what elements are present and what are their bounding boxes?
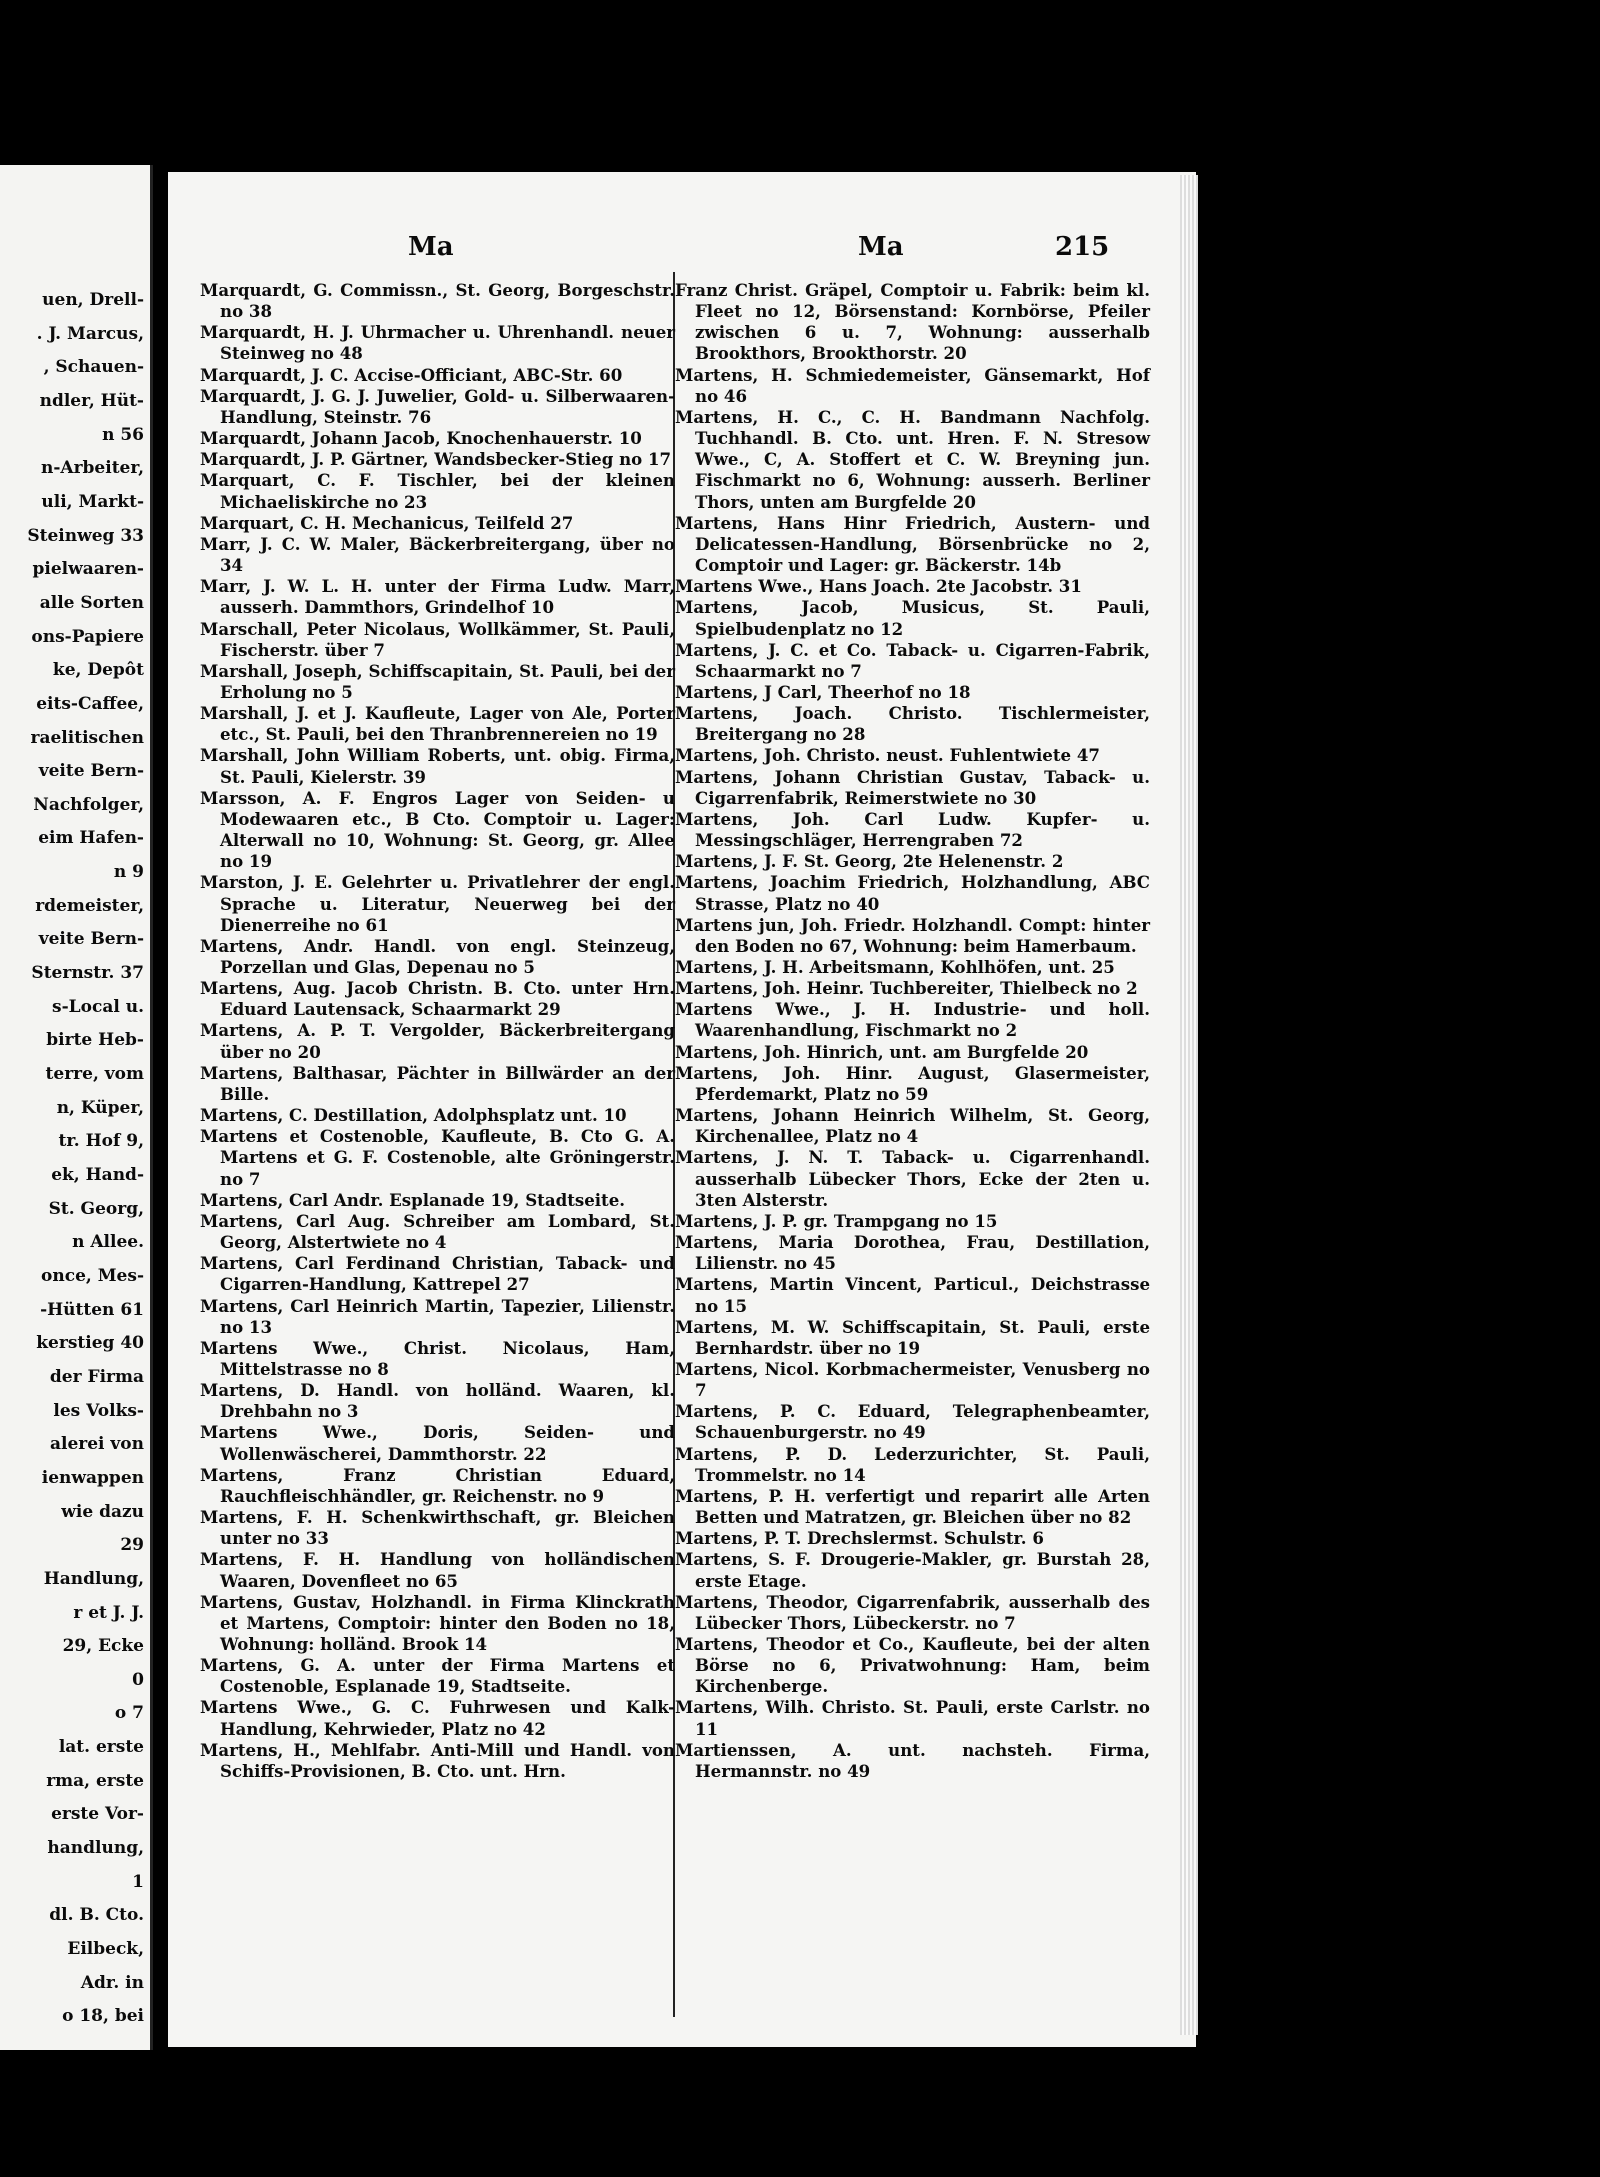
left-page-fragment-line: n-Arbeiter, [40, 458, 144, 479]
directory-entry: Martens, Joh. Heinr. Tuchbereiter, Thielbeck no 2 [675, 978, 1138, 999]
left-column [200, 280, 675, 1782]
directory-entry: Martens Wwe., G. C. Fuhrwesen und Kalk-Handlung, Kehrwieder, Platz no 42 [200, 1697, 675, 1739]
directory-entry: Martens, P. D. Lederzurichter, St. Pauli, Trommelstr. no 14 [675, 1443, 1150, 1485]
directory-entry: Marquardt, Johann Jacob, Knochenhauerstr. 10 [200, 428, 642, 449]
directory-entry: Martens, J. P. gr. Trampgang no 15 [675, 1210, 998, 1231]
directory-entry: Marquardt, J. P. Gärtner, Wandsbecker-Stieg no 17 [200, 449, 672, 470]
directory-entry: Franz Christ. Gräpel, Comptoir u. Fabrik: beim kl. Fleet no 12, Börsenstand: Kornbörse, Pfeiler zwischen 6 u. 7, Wohnung: ausserhalb Brookthors, Brookthorstr. 20 [675, 280, 1150, 364]
directory-entry: Marr, J. C. W. Maler, Bäckerbreitergang, über no 34 [200, 533, 675, 576]
left-page-fragment-line: once, Mes- [41, 1265, 144, 1286]
directory-entry: Martens, Joh. Carl Ludw. Kupfer- u. Messingschläger, Herrengraben 72 [675, 808, 1150, 851]
left-page-fragment-line: Handlung, [43, 1568, 144, 1589]
left-page-fragment-line: o 7 [114, 1703, 144, 1724]
directory-entry: Marquart, C. F. Tischler, bei der kleinen Michaeliskirche no 23 [200, 470, 675, 512]
left-page-fragment-line: n Allee. [72, 1232, 144, 1253]
left-page-fragment-line: erste Vor- [51, 1804, 144, 1825]
left-page-fragment-line: wie dazu [61, 1501, 144, 1522]
left-page-fragment-line: der Firma [49, 1366, 144, 1387]
directory-entry: Martens, G. A. unter der Firma Martens et Costenoble, Esplanade 19, Stadtseite. [200, 1655, 675, 1697]
left-page-fragment-line: uen, Drell- [42, 290, 144, 310]
directory-entry: Martens, Joh. Hinr. August, Glasermeister, Pferdemarkt, Platz no 59 [675, 1062, 1150, 1104]
directory-entry: Marshall, J. et J. Kaufleute, Lager von Ale, Porter etc., St. Pauli, bei den Thranbrennereien no 19 [200, 703, 675, 745]
directory-entry: Martens, F. H. Schenkwirthschaft, gr. Bleichen unter no 33 [200, 1507, 675, 1549]
directory-entry: Martens, Gustav, Holzhandl. in Firma Klinckrath et Martens, Comptoir: hinter den Boden no 18, Wohnung: holländ. Brook 14 [200, 1591, 675, 1654]
left-page-fragment-line: birte Heb- [46, 1030, 144, 1051]
directory-entry: Martens, Theodor, Cigarrenfabrik, ausserhalb des Lübecker Thors, Lübeckerstr. no 7 [675, 1591, 1150, 1633]
left-page-fragment-line: lat. erste [58, 1737, 144, 1758]
left-page-fragment-line: ke, Depôt [52, 660, 144, 681]
left-page-fragment-line: pielwaaren- [32, 559, 144, 580]
directory-entry: Martens, D. Handl. von holländ. Waaren, kl. Drehbahn no 3 [200, 1380, 675, 1422]
directory-entry: Martens, Balthasar, Pächter in Billwärder an der Bille. [200, 1062, 675, 1104]
left-page-fragment-line: 29 [120, 1535, 144, 1556]
left-page-fragment-line: rdemeister, [35, 895, 144, 916]
directory-entry: Martens, C. Destillation, Adolphsplatz unt. 10 [200, 1105, 627, 1126]
left-page-fragment-line: Sternstr. 37 [31, 963, 144, 984]
directory-entry: Marston, J. E. Gelehrter u. Privatlehrer der engl. Sprache u. Literatur, Neuerweg bei der Dienerreihe no 61 [200, 872, 675, 935]
directory-entry: Martens et Costenoble, Kaufleute, B. Cto G. A. Martens et G. F. Costenoble, alte Gröningerstr. no 7 [200, 1126, 675, 1189]
left-page-fragment-line: Eilbeck, [67, 1939, 144, 1960]
left-page-fragment-line: 0 [132, 1669, 144, 1690]
directory-entry: Marschall, Peter Nicolaus, Wollkämmer, St. Pauli, Fischerstr. über 7 [200, 618, 675, 660]
directory-entry: Martens Wwe., Doris, Seiden- und Wollenwäscherei, Dammthorstr. 22 [200, 1422, 675, 1464]
directory-entry: Martens, S. F. Drougerie-Makler, gr. Burstah 28, erste Etage. [675, 1549, 1150, 1591]
left-page-fragment-line: ons-Papiere [31, 626, 144, 647]
left-page-fragment-line: handlung, [47, 1838, 144, 1859]
left-page-fragment-line: alle Sorten [39, 592, 144, 613]
directory-entry: Marr, J. W. L. H. unter der Firma Ludw. Marr, ausserh. Dammthors, Grindelhof 10 [200, 576, 675, 618]
left-page-fragment [0, 165, 153, 2050]
directory-entry: Martienssen, A. unt. nachsteh. Firma, Hermannstr. no 49 [675, 1739, 1150, 1781]
directory-entry: Martens, P. T. Drechslermst. Schulstr. 6 [675, 1528, 1044, 1549]
directory-entry: Martens Wwe., Christ. Nicolaus, Ham, Mittelstrasse no 8 [200, 1337, 675, 1379]
directory-entry: Martens, A. P. T. Vergolder, Bäckerbreitergang über no 20 [200, 1020, 675, 1062]
left-page-fragment-line: ndler, Hüt- [39, 390, 144, 411]
directory-entry: Martens, Martin Vincent, Particul., Deichstrasse no 15 [675, 1274, 1150, 1316]
page-number: 215 [1055, 232, 1110, 262]
left-page-fragment-line: 1 [132, 1871, 144, 1892]
running-head-left: Ma [408, 232, 454, 262]
directory-entry: Marshall, John William Roberts, unt. obig. Firma, St. Pauli, Kielerstr. 39 [200, 745, 675, 787]
directory-entry: Martens, Joachim Friedrich, Holzhandlung, ABC Strasse, Platz no 40 [675, 872, 1150, 914]
directory-entry: Martens, J. H. Arbeitsmann, Kohlhöfen, unt. 25 [675, 957, 1115, 977]
left-page-fragment-line: ienwappen [41, 1467, 144, 1488]
directory-entry: Marquardt, J. G. J. Juwelier, Gold- u. Silberwaaren-Handlung, Steinstr. 76 [200, 385, 675, 427]
directory-entry: Martens, J. C. et Co. Taback- u. Cigarren-Fabrik, Schaarmarkt no 7 [675, 639, 1150, 681]
directory-entry: Martens, Wilh. Christo. St. Pauli, erste Carlstr. no 11 [675, 1697, 1150, 1739]
directory-entry: Marquardt, J. C. Accise-Officiant, ABC-Str. 60 [200, 364, 623, 385]
directory-entry: Martens, J. F. St. Georg, 2te Helenenstr. 2 [675, 851, 1064, 872]
directory-entry: Martens, Joh. Hinrich, unt. am Burgfelde 20 [675, 1041, 1089, 1062]
left-page-fragment-line: dl. B. Cto. [49, 1905, 144, 1926]
directory-entry: Martens, Carl Ferdinand Christian, Taback- und Cigarren-Handlung, Kattrepel 27 [200, 1253, 675, 1295]
left-page-fragment-line: n, Küper, [56, 1097, 144, 1118]
directory-entry: Martens, Joh. Christo. neust. Fuhlentwiete 47 [675, 745, 1100, 766]
left-page-fragment-line: Adr. in [80, 1972, 144, 1993]
left-page-fragment-line: St. Georg, [48, 1198, 144, 1219]
left-page-fragment-line: , Schauen- [43, 357, 144, 378]
directory-entry: Martens, Franz Christian Eduard, Rauchfleischhändler, gr. Reichenstr. no 9 [200, 1464, 675, 1506]
left-page-text [0, 165, 150, 2050]
directory-entry: Marquardt, G. Commissn., St. Georg, Borgeschstr. no 38 [200, 280, 675, 322]
directory-entry: Marquart, C. H. Mechanicus, Teilfeld 27 [200, 512, 574, 533]
directory-entry: Martens, J. N. T. Taback- u. Cigarrenhandl. ausserhalb Lübecker Thors, Ecke der 2ten u. 3ten Alsterstr. [675, 1147, 1150, 1210]
left-page-fragment-line: s-Local u. [52, 996, 144, 1017]
left-page-fragment-line: tr. Hof 9, [58, 1131, 144, 1152]
directory-entry: Martens, Jacob, Musicus, St. Pauli, Spielbudenplatz no 12 [675, 597, 1150, 639]
left-page-fragment-line: terre, vom [45, 1064, 144, 1085]
left-page-fragment-line: veite Bern- [38, 929, 144, 950]
directory-entry: Martens, Nicol. Korbmachermeister, Venusberg no 7 [675, 1358, 1150, 1401]
left-page-fragment-line: alerei von [49, 1434, 144, 1455]
directory-entry: Martens, H. C., C. H. Bandmann Nachfolg. Tuchhandl. B. Cto. unt. Hren. F. N. Stresow Wwe., C, A. Stoffert et C. W. Breyning jun. Fischmarkt no 6, Wohnung: ausserh. Berliner Thors, unten am Burgfelde 20 [675, 406, 1150, 512]
right-column [675, 280, 1150, 1782]
directory-entry: Marquardt, H. J. Uhrmacher u. Uhrenhandl. neuer Steinweg no 48 [200, 322, 675, 364]
directory-entry: Martens, P. C. Eduard, Telegraphenbeamter, Schauenburgerstr. no 49 [675, 1401, 1150, 1443]
directory-entry: Martens, H., Mehlfabr. Anti-Mill und Handl. von Schiffs-Provisionen, B. Cto. unt. Hrn. [200, 1739, 675, 1781]
page-edge [1180, 175, 1198, 2035]
directory-entry: Martens, Johann Heinrich Wilhelm, St. Georg, Kirchenallee, Platz no 4 [675, 1105, 1150, 1147]
directory-entry: Martens, Aug. Jacob Christn. B. Cto. unter Hrn. Eduard Lautensack, Schaarmarkt 29 [200, 978, 675, 1020]
left-page-fragment-line: n 9 [113, 862, 144, 883]
left-page-fragment-line: o 18, bei [62, 2006, 144, 2027]
left-page-fragment-line: les Volks- [53, 1400, 144, 1421]
left-page-fragment-line: -Hütten 61 [40, 1299, 144, 1320]
directory-entry: Martens, J Carl, Theerhof no 18 [675, 681, 971, 702]
directory-entry: Martens, Andr. Handl. von engl. Steinzeug, Porzellan und Glas, Depenau no 5 [200, 935, 675, 977]
directory-entry: Martens, Carl Aug. Schreiber am Lombard, St. Georg, Alstertwiete no 4 [200, 1210, 675, 1253]
directory-entry: Martens, P. H. verfertigt und reparirt alle Arten Betten und Matratzen, gr. Bleichen über no 82 [675, 1485, 1150, 1528]
left-page-fragment-line: . J. Marcus, [36, 323, 144, 344]
left-page-fragment-line: Nachfolger, [33, 794, 144, 815]
left-page-fragment-line: r et J. J. [73, 1602, 144, 1623]
directory-entry: Martens, Carl Heinrich Martin, Tapezier, Lilienstr. no 13 [200, 1295, 675, 1337]
directory-entry: Martens Wwe., Hans Joach. 2te Jacobstr. 31 [675, 576, 1082, 597]
directory-entry: Martens, F. H. Handlung von holländischen Waaren, Dovenfleet no 65 [200, 1549, 675, 1591]
left-page-fragment-line: 29, Ecke [62, 1636, 144, 1657]
running-head-right: Ma [858, 232, 904, 262]
left-page-fragment-line: eits-Caffee, [36, 693, 144, 714]
directory-entry: Martens, H. Schmiedemeister, Gänsemarkt, Hof no 46 [675, 364, 1150, 406]
left-page-fragment-line: ek, Hand- [51, 1165, 144, 1185]
directory-entry: Marsson, A. F. Engros Lager von Seiden- u Modewaaren etc., B Cto. Comptoir u. Lager: Alterwall no 10, Wohnung: St. Georg, gr. Allee no 19 [200, 787, 675, 872]
left-page-fragment-line: veite Bern- [38, 761, 144, 782]
directory-entry: Marshall, Joseph, Schiffscapitain, St. Pauli, bei der Erholung no 5 [200, 660, 675, 702]
directory-entry: Martens, Theodor et Co., Kaufleute, bei der alten Börse no 6, Privatwohnung: Ham, beim Kirchenberge. [675, 1634, 1150, 1697]
directory-entry: Martens, Maria Dorothea, Frau, Destillation, Lilienstr. no 45 [675, 1232, 1150, 1274]
left-page-fragment-line: eim Hafen- [38, 828, 144, 849]
left-page-fragment-line: raelitischen [30, 727, 144, 748]
left-page-fragment-line: n 56 [102, 424, 144, 445]
directory-entry: Martens, Johann Christian Gustav, Taback- u. Cigarrenfabrik, Reimerstwiete no 30 [675, 766, 1150, 808]
directory-entry: Martens, Joach. Christo. Tischlermeister, Breitergang no 28 [675, 703, 1150, 745]
directory-entry: Martens, Carl Andr. Esplanade 19, Stadtseite. [200, 1189, 626, 1210]
directory-entry: Martens, Hans Hinr Friedrich, Austern- und Delicatessen-Handlung, Börsenbrücke no 2, Comptoir und Lager: gr. Bäckerstr. 14b [675, 512, 1150, 576]
left-page-fragment-line: uli, Markt- [41, 491, 144, 512]
left-page-fragment-line: kerstieg 40 [36, 1333, 144, 1354]
directory-entry: Martens Wwe., J. H. Industrie- und holl. Waarenhandlung, Fischmarkt no 2 [675, 999, 1150, 1041]
directory-entry: Martens, M. W. Schiffscapitain, St. Pauli, erste Bernhardstr. über no 19 [675, 1316, 1150, 1358]
directory-entry: Martens jun, Joh. Friedr. Holzhandl. Compt: hinter den Boden no 67, Wohnung: beim Hamerbaum. [675, 914, 1150, 956]
left-page-fragment-line: rma, erste [46, 1770, 144, 1791]
left-page-fragment-line: Steinweg 33 [27, 525, 144, 546]
